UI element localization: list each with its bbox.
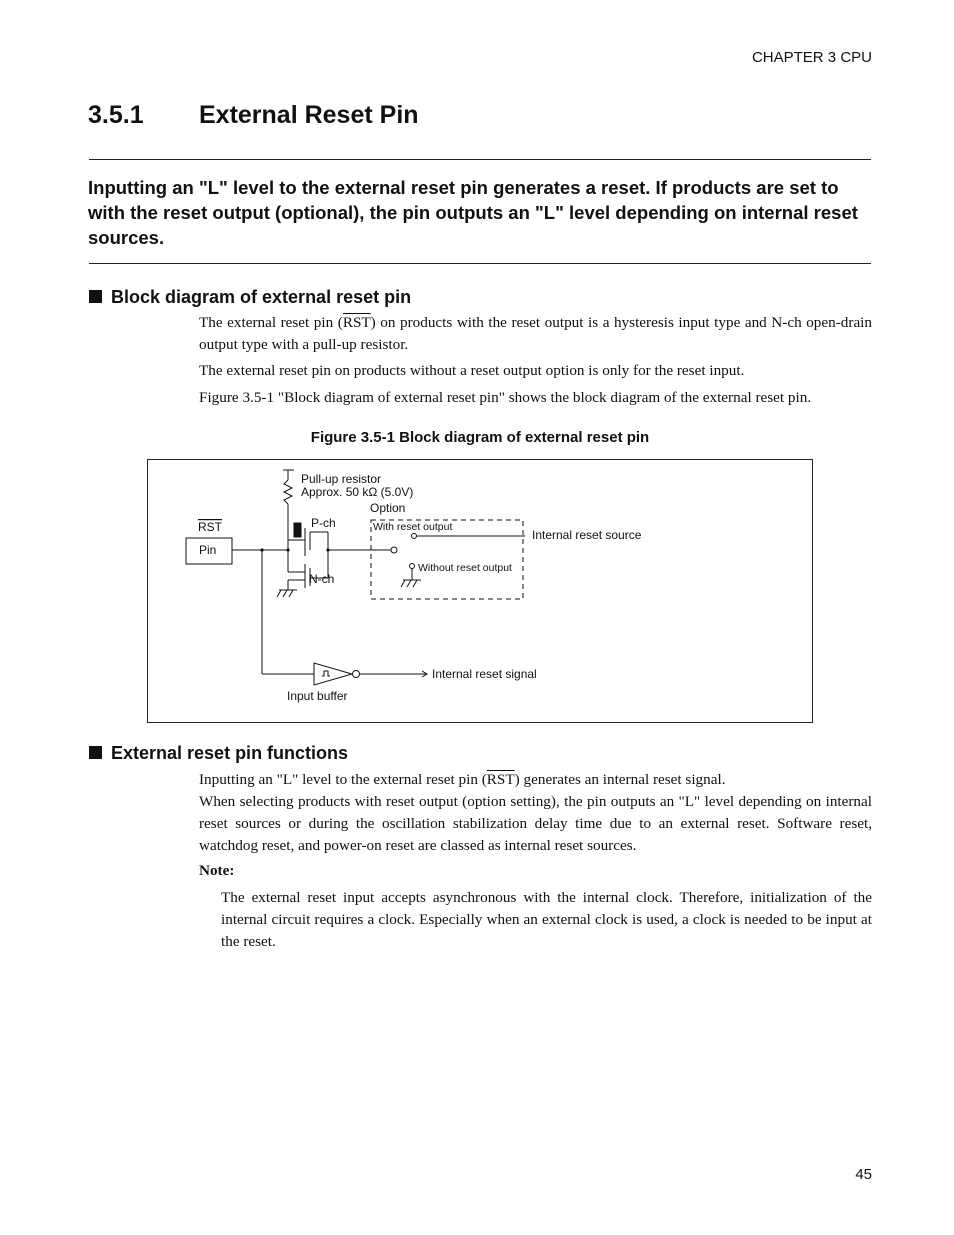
section-summary: Inputting an "L" level to the external reset pin generates a reset. If products are set to with the reset output (optional), the pin outputs an "L" level depending on internal reset sources. [88, 177, 858, 248]
block-paragraph-2: The external reset pin on products without a reset output option is only for the reset input. [199, 362, 745, 379]
switch-ground-hatch-2 [407, 580, 411, 587]
block-diagram-svg [148, 460, 814, 724]
pch-label: P-ch [311, 516, 336, 530]
pullup-resistor-label: Pull-up resistor [301, 472, 382, 486]
pin-label: Pin [199, 543, 217, 557]
square-bullet-icon [89, 746, 102, 759]
block-p1-before: The external reset pin ( [199, 314, 343, 331]
block-diagram-heading [89, 287, 411, 308]
node-junction-dot [286, 548, 289, 551]
rst-pin-name-2: $\overline{RST}$ [486, 771, 515, 788]
nch-ground-hatch-3 [289, 590, 293, 597]
page-number: 45 [855, 1166, 872, 1183]
section-number: 3.5.1 [88, 101, 144, 129]
bottom-rule [89, 263, 871, 264]
functions-p1-before: Inputting an "L" level to the external reset pin ( [199, 771, 487, 788]
without-reset-terminal [410, 564, 415, 569]
with-reset-terminal [412, 534, 417, 539]
square-bullet-icon [89, 290, 102, 303]
pullup-resistor [284, 480, 292, 504]
nch-ground-hatch-1 [277, 590, 281, 597]
gate-junction-dot [326, 548, 329, 551]
functions-heading-text: External reset pin functions [111, 743, 349, 763]
note-label: Note: [199, 862, 235, 879]
block-diagram-figure [147, 459, 813, 723]
pullup-value-label: Approx. 50 kΩ (5.0V) [301, 485, 414, 499]
switch-common-terminal [391, 547, 397, 553]
block-p1-after: ) on products with the reset output is a hysteresis input type and N-ch open-drain output type with a pull-up resistor. [199, 314, 872, 353]
with-reset-output-label: With reset output [373, 521, 453, 533]
buffer-inversion-bubble [353, 671, 360, 678]
rst-label: RST [198, 520, 222, 534]
option-label: Option [370, 501, 406, 515]
input-buffer-label: Input buffer [287, 689, 348, 703]
pin-junction-dot [260, 548, 263, 551]
pch-transistor-body [294, 523, 301, 537]
internal-reset-signal-label: Internal reset signal [432, 667, 537, 681]
top-rule [89, 159, 871, 160]
block-paragraph-3: Figure 3.5-1 "Block diagram of external reset pin" shows the block diagram of the external reset pin. [199, 389, 812, 406]
input-buffer-triangle [314, 663, 352, 685]
nch-label: N-ch [309, 572, 335, 586]
block-diagram-heading-text: Block diagram of external reset pin [111, 287, 412, 307]
functions-heading [89, 743, 348, 764]
chapter-header: CHAPTER 3 CPU [751, 49, 872, 66]
note-body: The external reset input accepts asynchronous with the internal clock. Therefore, initialization of the internal circuit requires a clock. Especially when an external clock is used, a clock is needed to be input at the reset. [221, 889, 872, 950]
functions-paragraph-2: When selecting products with reset output (option setting), the pin outputs an "L" level depending on internal reset sources or during the oscillation stabilization delay time due to an external reset. Software reset, watchdog reset, and power-on reset are classed as internal reset sources. [199, 793, 872, 854]
without-reset-output-label: Without reset output [418, 562, 512, 574]
switch-ground-hatch-3 [413, 580, 417, 587]
section-title: External Reset Pin [199, 101, 419, 129]
rst-pin-name: $\overline{RST}$ [342, 314, 371, 331]
block-paragraph-1 [199, 312, 872, 356]
figure-caption: Figure 3.5-1 Block diagram of external reset pin [310, 429, 650, 446]
switch-ground-hatch-1 [401, 580, 405, 587]
nch-ground-hatch-2 [283, 590, 287, 597]
functions-paragraph-1 [199, 769, 872, 791]
functions-p1-after: ) generates an internal reset signal. [514, 771, 726, 788]
internal-reset-source-label: Internal reset source [532, 528, 642, 542]
